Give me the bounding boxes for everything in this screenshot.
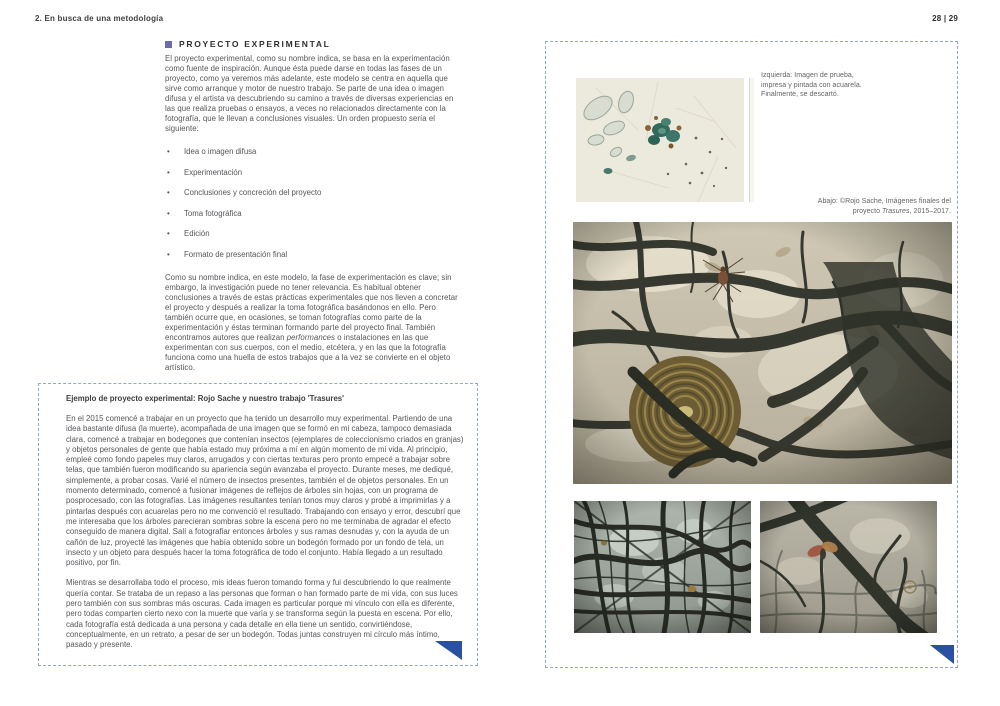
outro-italic-word: performances bbox=[286, 332, 335, 342]
list-item bbox=[167, 229, 458, 239]
corner-flag-icon bbox=[930, 645, 954, 664]
section-heading bbox=[165, 40, 458, 49]
caption-line bbox=[766, 207, 951, 217]
list-item-label: Experimentación bbox=[184, 167, 243, 177]
print-page-edge bbox=[749, 78, 754, 202]
final-photo-small-right bbox=[760, 501, 937, 633]
caption-line: Izquierda: Imagen de prueba, bbox=[761, 72, 854, 79]
section-intro-paragraph: El proyecto experimental, como su nombre indica, se basa en la experimentación como fuente de inspiración. Aunque ésta puede darse en todas las fases de un proyecto, como ya veremos más adelante, este modelo se centra en aquella que sirve como arranque y motor de nuestro trabajo. Se parte de una idea o imagen difusa y el artista va descubriendo su camino a través de diversas experiencias en las que realiza pruebas o ensayos, a veces no relacionados directamente con la fotografía, que le llevan a conclusiones visuales. Un orden propuesto sería el siguiente: bbox=[165, 54, 454, 133]
final-photo-large bbox=[573, 222, 952, 484]
example-box-title: Ejemplo de proyecto experimental: Rojo Sache y nuestro trabajo 'Trasures' bbox=[66, 394, 344, 403]
caption-line: impresa y pintada con acuarela. bbox=[761, 81, 862, 89]
example-paragraph-2: Mientras se desarrollaba todo el proceso, mis ideas fueron tomando forma y fui descubriendo lo que realmente quería contar. Se trataba de un repaso a las personas que forman o han formado parte de mi vida, con sus luces pero también con sus sombras más oscuras. Cada imagen es particular porque mi vínculo con ella es diferente, pero todas comparten cierto nexo con la muerte que varía y se transforma según la puesta en escena. Por ello, cada fotografía está dedicada a una persona y cada detalle en ella tiene un sentido, convirtiéndose, conceptualmente, en un retrato, a pesar de ser un bodegón. Todas juntas construyen mi círculo más íntimo, pasado y presente. bbox=[66, 578, 458, 650]
final-photo-small-left bbox=[574, 501, 751, 633]
section-square-bullet-icon bbox=[165, 41, 172, 48]
list-item bbox=[167, 188, 458, 198]
caption-test-print bbox=[761, 71, 896, 100]
process-steps-list bbox=[167, 147, 458, 260]
caption-final-images bbox=[766, 197, 951, 216]
list-item bbox=[167, 168, 458, 178]
list-item-label: Toma fotográfica bbox=[184, 208, 242, 218]
section-title: PROYECTO EXPERIMENTAL bbox=[179, 39, 331, 49]
caption-line: Abajo: ©Rojo Sache, Imágenes finales del bbox=[817, 198, 951, 205]
example-box bbox=[38, 383, 478, 666]
caption-text: , 2015–2017. bbox=[909, 207, 951, 215]
caption-text: proyecto bbox=[852, 207, 883, 215]
list-item-label: Edición bbox=[184, 229, 210, 238]
list-item bbox=[167, 250, 458, 260]
left-page-column bbox=[165, 40, 458, 373]
list-item bbox=[167, 209, 458, 219]
outro-text: Como su nombre indica, en este modelo, la fase de experimentación es clave; sin embargo, la investigación puede no tener relevancia. Es habitual obtener conclusiones a través de estas prácticas experimentales que nos lleven a concretar el proyecto y después a realizar la toma fotográfica basándonos en ello. Pero también ocurre que, en ocasiones, se toman fotografías como parte de la experimentación y éstas terminan formando parte del proyecto final. También encontramos autores que realizan bbox=[165, 272, 458, 342]
list-item-label: Conclusiones y concreción del proyecto bbox=[184, 188, 322, 197]
test-print-photo bbox=[576, 78, 744, 202]
list-item bbox=[167, 147, 458, 157]
list-item-label: Formato de presentación final bbox=[184, 249, 288, 259]
outro-text: o instalaciones en las que experimentan con sus cuerpos, con el medio, etcétera, y en las que la fotografía funciona como una huella de estos trabajos que a la vez se convierte en el objeto artístico. bbox=[165, 332, 451, 372]
caption-italic-title: Trasures bbox=[882, 207, 910, 215]
chapter-header: 2. En busca de una metodología bbox=[35, 14, 164, 23]
plates-box bbox=[545, 41, 958, 668]
caption-line: Finalmente, se descartó. bbox=[761, 91, 839, 99]
list-item-label: Idea o imagen difusa bbox=[184, 147, 257, 156]
page-numbers: 28 | 29 bbox=[932, 14, 958, 23]
example-paragraph-1: En el 2015 comencé a trabajar en un proyecto que ha tenido un desarrollo muy experimental. Partiendo de una idea bastante difusa (la muerte), acompañada de una imagen que se formó en mi cabeza, tampoco demasiada clara, comencé a trabajar en bodegones que contenían insectos (ejemplares de coleccionismo criados en granjas) y objetos personales de gente que había estado muy próxima a mí en algún momento de mi vida. Al principio, empleé como fondo papeles muy claros, arrugados y con ciertas texturas pero pronto empecé a trabajar sobre telas, que también fueron modificando su apariencia según avanzaba el proyecto. Durante meses, me dediqué, simplemente, a probar cosas. Varié el número de insectos presentes, también el de objetos personales. En un momento determinado, comencé a fusionar imágenes de reflejos de árboles sin hojas, con un programa de posprocesado, con las fotografías. Las imágenes resultantes tenían tonos muy claros y probé a imprimirlas y a pintarlas después con acuarelas pero no me convenció el resultado. Trabajando con ensayo y error, descubrí que me interesaba que los árboles parecieran sombras sobre la escena pero no me terminaba de agradar el efecto conseguido de manera digital. Salí a fotografiar entonces árboles y sus ramas desnudas y, con la ayuda de un cañón de luz, proyecté las imágenes que había obtenido sobre un bodegón formado por un fondo de tela, un insecto y un objeto para después hacer la toma fotográfica de todo el conjunto. Había llegado a un resultado positivo, por fin. bbox=[66, 414, 464, 568]
section-outro-paragraph bbox=[165, 273, 458, 373]
